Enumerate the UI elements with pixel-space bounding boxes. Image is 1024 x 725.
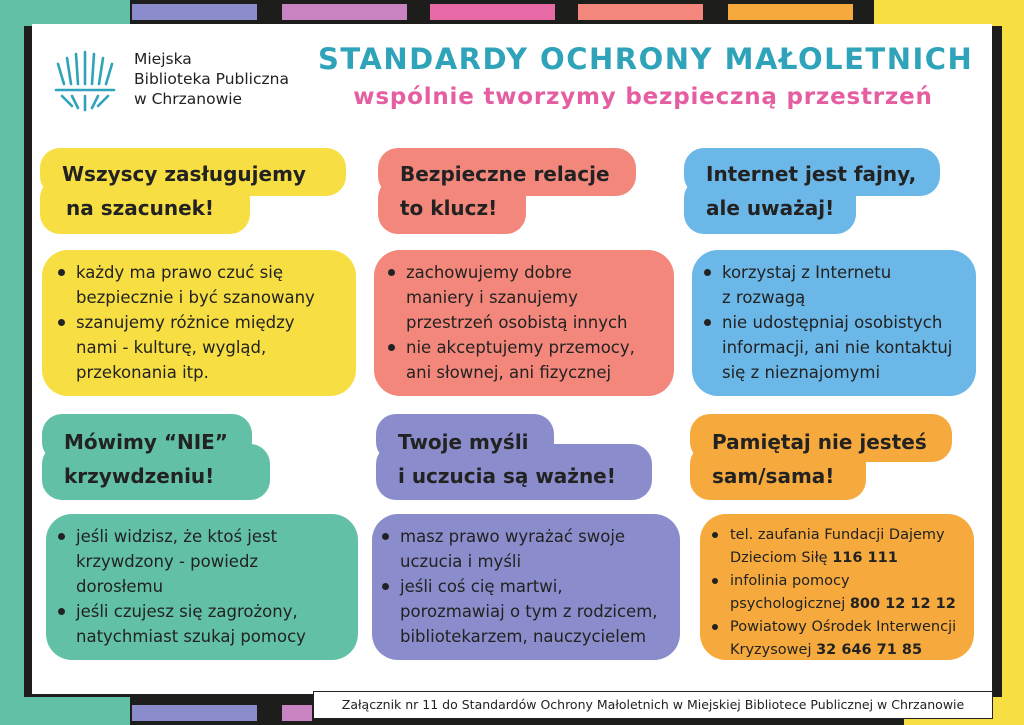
card-heading-respect [40,148,350,234]
page-subtitle: wspólnie tworzymy bezpieczną przestrzeń [353,84,933,110]
card-body-respect [42,250,356,396]
list-item: jeśli czujesz się zagrożony, natychmiast szukaj pomocy [56,599,348,649]
frame-stripe [430,4,555,20]
frame-bottom-left-bar [0,697,130,725]
card-heading-internet [684,148,944,234]
frame-stripe [728,4,853,20]
list-item: Powiatowy Ośrodek Interwencji Kryzysowej 32 646 71 85 [710,616,966,662]
frame-stripe [132,705,257,721]
card-heading-help [690,414,956,500]
heading-line: na szacunek! [66,196,215,220]
card-body-relations [374,250,674,396]
list-item: każdy ma prawo czuć się bezpiecznie i być szanowany [56,260,342,310]
logo-line: Biblioteka Publiczna [134,70,289,88]
frame-top-left-bar [0,0,130,26]
logo-line: w Chrzanowie [134,90,243,108]
heading-line: sam/sama! [712,464,835,488]
phone-number: 32 646 71 85 [816,642,923,658]
frame-left-bar [0,0,24,725]
frame-top-right-bar [874,0,1024,26]
library-sun-icon [54,48,130,112]
list-item: jeśli coś cię martwi, porozmawiaj o tym z rodzicem, bibliotekarzem, nauczycielem [380,574,672,649]
list-item: masz prawo wyrażać swoje uczucia i myśli [380,524,672,574]
phone-number: 116 111 [832,550,898,566]
heading-line: Bezpieczne relacje [400,162,610,186]
heading-line: ale uważaj! [706,196,835,220]
footer-note: Załącznik nr 11 do Standardów Ochrony Małoletnich w Miejskiej Bibliotece Publicznej w Chrzanowie [313,691,993,719]
frame-stripe [578,4,703,20]
list-item: korzystaj z Internetu z rozwagą [702,260,966,310]
card-body-harm [46,514,358,660]
card-heading-harm [42,414,274,500]
phone-number: 800 12 12 12 [849,596,956,612]
heading-line: Wszyscy zasługujemy [62,162,306,186]
heading-line: Internet jest fajny, [706,162,917,186]
list-item: jeśli widzisz, że ktoś jest krzywdzony - powiedz dorosłemu [56,524,348,599]
heading-line: i uczucia są ważne! [398,464,616,488]
heading-line: to klucz! [400,196,498,220]
page-title: STANDARDY OCHRONY MAŁOLETNICH [318,42,974,76]
list-item: nie akceptujemy przemocy, ani słownej, ani fizycznej [386,335,662,385]
frame-stripe [132,4,257,20]
heading-line: Mówimy “NIE” [64,430,228,454]
card-body-feelings [372,514,680,660]
heading-line: Twoje myśli [398,430,529,454]
heading-line: Pamiętaj nie jesteś [712,430,927,454]
list-item: nie udostępniaj osobistych informacji, ani nie kontaktuj się z nieznajomymi [702,310,966,385]
heading-line: krzywdzeniu! [64,464,215,488]
card-body-help [700,514,974,660]
list-item: szanujemy różnice między nami - kulturę, wygląd, przekonania itp. [56,310,342,385]
library-logo-text [134,49,289,109]
frame-stripe [282,4,407,20]
card-body-internet [692,250,976,396]
list-item: infolinia pomocy psychologicznej 800 12 12 12 [710,570,966,616]
frame-right-bar [1002,0,1024,725]
card-heading-relations [378,148,640,234]
frame-stripe [282,705,312,721]
list-item: zachowujemy dobre maniery i szanujemy przestrzeń osobistą innych [386,260,662,335]
card-heading-feelings [376,414,656,500]
list-item: tel. zaufania Fundacji Dajemy Dzieciom Siłę 116 111 [710,524,966,570]
logo-line: Miejska [134,50,192,68]
